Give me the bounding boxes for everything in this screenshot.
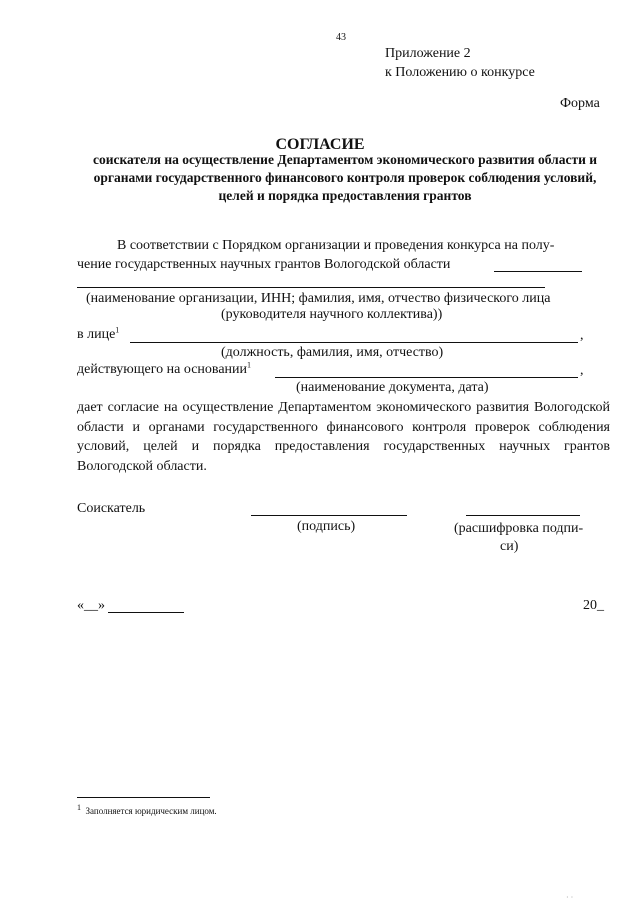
signature-fill-line[interactable] (251, 515, 407, 516)
date-day: «__» (77, 598, 105, 613)
comma-1: , (580, 328, 584, 343)
hint-organization-2: (руководителя научного коллектива)) (221, 307, 443, 322)
appendix-reference (385, 44, 535, 82)
hint-signature: (подпись) (297, 519, 356, 534)
corner-mark: · · (566, 893, 574, 902)
appendix-line-2: к Положению о конкурсе (385, 65, 535, 80)
date-year: 20_ (583, 598, 604, 613)
organization-fill-line[interactable] (77, 287, 545, 288)
intro-line-1: В соответствии с Порядком организации и проведения конкурса на полу- (117, 238, 555, 253)
acting-basis-label (77, 362, 251, 378)
footnote-text: Заполняется юридическим лицом. (85, 806, 217, 816)
applicant-label: Соискатель (77, 501, 146, 516)
in-person-label (77, 327, 119, 343)
comma-2: , (580, 363, 584, 378)
acting-basis-text: действующего на основании (77, 362, 248, 377)
hint-decoding-1: (расшифровка подпи- (454, 521, 584, 536)
consent-paragraph: дает согласие на осуществление Департаментом экономического развития Вологодской области и органами государственного финансового контроля проверок соблюдения условий, целей и порядка предоставления государственных научных грантов Вологодской области. (77, 400, 610, 474)
document-title: СОГЛАСИЕ (275, 136, 365, 153)
in-person-text: в лице (77, 327, 116, 342)
intro-fill-line[interactable] (494, 271, 582, 272)
footnote-ref: 1 (115, 325, 120, 335)
decoding-fill-line[interactable] (466, 515, 580, 516)
acting-basis-fill-line[interactable] (275, 377, 578, 378)
page-number: 43 (336, 32, 346, 43)
hint-organization: (наименование организации, ИНН; фамилия, имя, отчество физического лица (86, 291, 551, 306)
form-label: Форма (560, 96, 600, 111)
appendix-line-1: Приложение 2 (385, 46, 471, 61)
hint-decoding-2: си) (500, 539, 519, 554)
footnote-separator (77, 797, 210, 798)
intro-line-2: чение государственных научных грантов Вологодской области (77, 257, 451, 272)
footnote (77, 803, 217, 816)
hint-document: (наименование документа, дата) (296, 380, 489, 395)
hint-position: (должность, фамилия, имя, отчество) (221, 345, 444, 360)
document-subtitle: соискателя на осуществление Департаментом экономического развития области и органами государственного финансового контроля проверок соблюдения условий, целей и порядка предоставления грантов (92, 152, 598, 203)
in-person-fill-line[interactable] (130, 342, 578, 343)
footnote-ref-2: 1 (247, 360, 252, 370)
date-month-fill-line[interactable] (108, 612, 184, 613)
footnote-mark: 1 (77, 803, 81, 812)
